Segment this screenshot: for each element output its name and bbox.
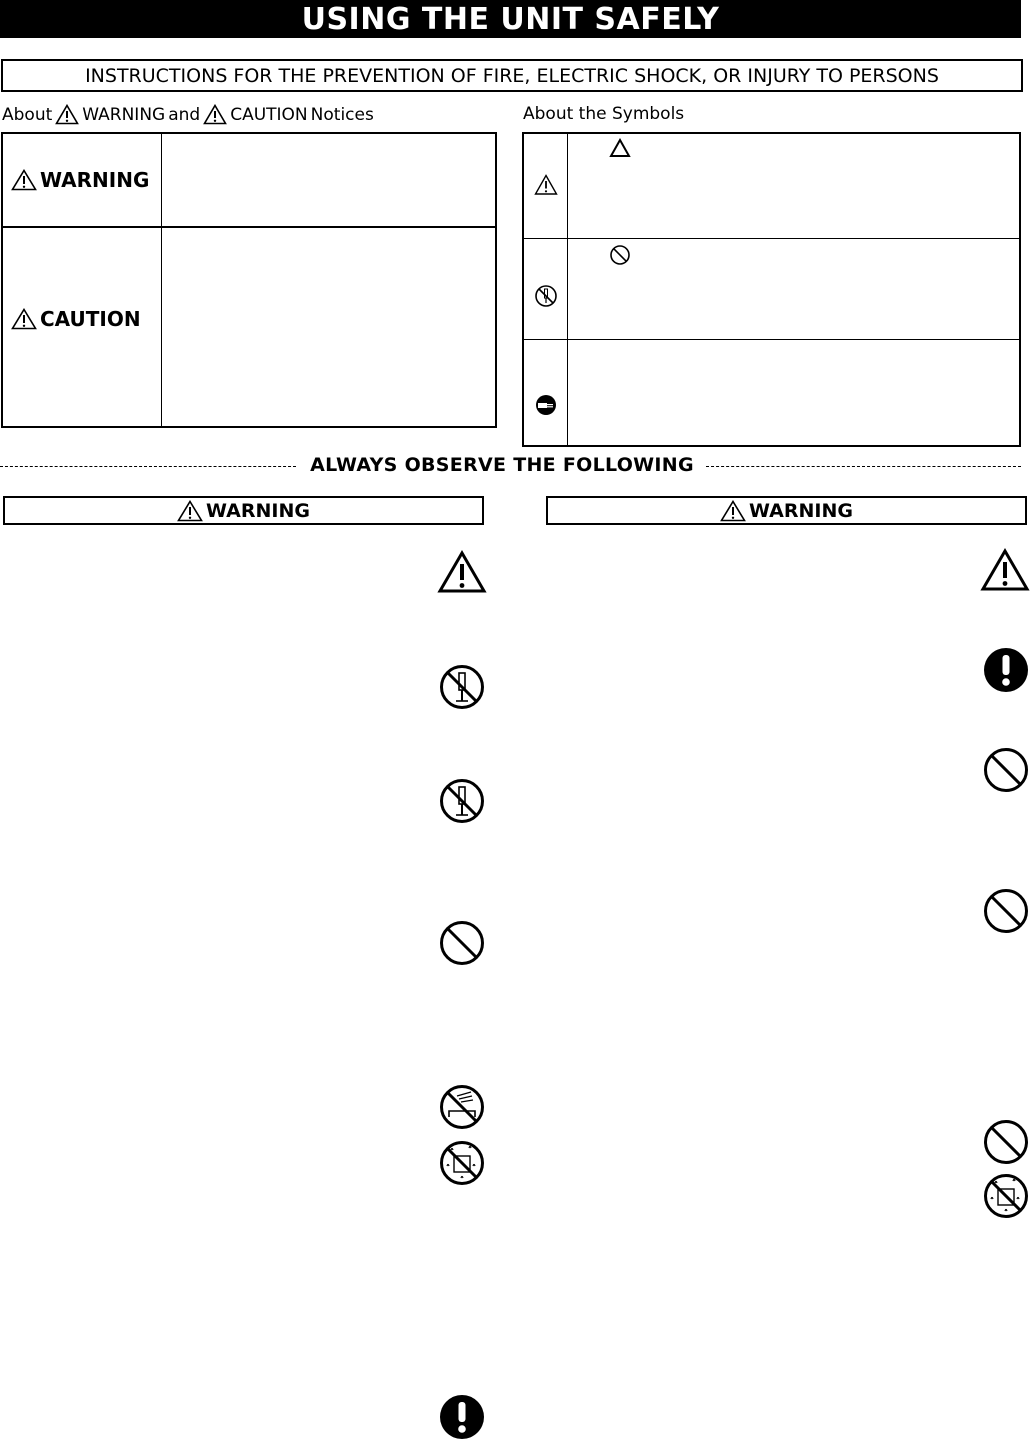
no-liquids-icon (983, 1173, 1029, 1219)
page-title (0, 0, 1021, 38)
unplug-icon (534, 393, 558, 417)
warning-triangle-icon (980, 548, 1030, 592)
notices-table (1, 132, 497, 428)
warning-triangle-icon (203, 104, 227, 125)
left-warning-header: WARNING (3, 496, 484, 525)
notices-heading-caution: CAUTION (230, 104, 308, 125)
page-title-text: USING THE UNIT SAFELY (301, 1, 720, 37)
warning-triangle-icon (177, 500, 203, 522)
triangle-outline-icon (609, 138, 631, 158)
warning-triangle-icon (437, 550, 487, 594)
mandatory-exclamation-icon (439, 1394, 485, 1440)
prohibition-icon (983, 1119, 1029, 1165)
symbols-section-heading (523, 104, 684, 124)
warning-triangle-icon (55, 104, 79, 125)
warning-triangle-icon (720, 500, 746, 522)
warning-notice-label: WARNING (11, 168, 149, 192)
notices-heading-prefix: About (2, 104, 53, 125)
no-disassemble-icon (439, 664, 485, 710)
symbols-heading-text: About the Symbols (523, 104, 685, 124)
no-disassemble-icon (439, 778, 485, 824)
no-disassemble-icon (534, 284, 558, 308)
prohibition-icon (983, 747, 1029, 793)
warning-triangle-icon (11, 308, 37, 330)
right-warning-header: WARNING (546, 496, 1027, 525)
no-liquids-icon (439, 1140, 485, 1186)
warning-triangle-icon (11, 169, 37, 191)
always-observe-divider (0, 454, 1021, 480)
symbols-table (522, 132, 1021, 447)
always-observe-title: ALWAYS OBSERVE THE FOLLOWING (310, 454, 694, 476)
prohibition-circle-icon (609, 244, 631, 266)
notices-heading-and: and (168, 104, 201, 125)
prohibition-icon (983, 888, 1029, 934)
instructions-banner (1, 59, 1023, 92)
caution-notice-label: CAUTION (11, 307, 141, 331)
mandatory-exclamation-icon (983, 647, 1029, 693)
notices-heading-suffix: Notices (310, 104, 374, 125)
instructions-banner-text: INSTRUCTIONS FOR THE PREVENTION OF FIRE, ELECTRIC SHOCK, OR INJURY TO PERSONS (85, 64, 939, 87)
notices-section-heading (2, 104, 374, 125)
prohibition-icon (439, 920, 485, 966)
warning-triangle-icon (534, 174, 558, 196)
notices-heading-warning: WARNING (82, 104, 166, 125)
no-water-icon (439, 1084, 485, 1130)
